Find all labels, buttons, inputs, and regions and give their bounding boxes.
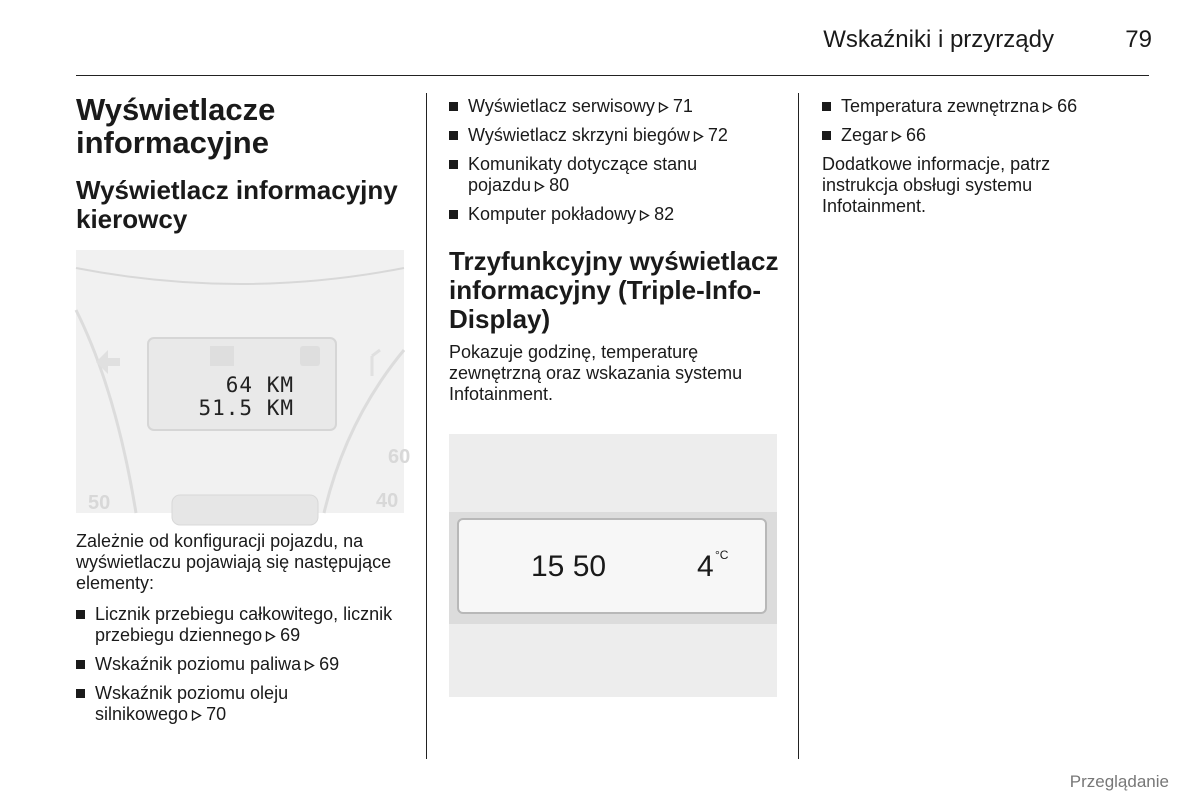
list-item [76,604,416,646]
main-heading: Wyświetlacze informacyjne [76,92,276,160]
column-1 [76,93,416,234]
page-ref: 82 [654,204,675,224]
column-divider-1 [426,93,427,759]
list-item-text: Temperatura zewnętrzna [841,96,1040,116]
page-ref: 69 [280,625,301,645]
bullet-icon [449,210,458,219]
section-title: Wskaźniki i przyrządy [823,26,1054,53]
header-divider [76,75,1149,76]
list-item-text: Wskaźnik poziomu oleju silnikowego [95,683,289,724]
list-item-text: Zegar [841,125,889,145]
bullet-icon [822,102,831,111]
subheading-driver-display: Wyświetlacz informacyjny kierowcy [76,175,398,234]
page-ref: 71 [672,96,693,116]
list-item-text: Wskaźnik poziomu paliwa [95,654,302,674]
driver-display-elements-list-continued [449,96,784,225]
gauge-label-left: 50 [88,492,111,514]
additional-info-text: Dodatkowe informacje, patrz instrukcja obsługi systemu Infotainment. [822,154,1051,216]
bullet-icon [76,689,85,698]
intro-text: Zależnie od konfiguracji pojazdu, na wyświetlaczu pojawiają się następujące elementy: [76,531,392,593]
page-ref-icon [658,102,669,113]
display-screen [457,518,767,614]
driver-display-figure [76,250,411,514]
page-ref-icon [265,631,276,642]
clock-readout: 15 50 [531,550,607,583]
display-line-1: 64 KM [225,373,294,397]
bullet-icon [449,160,458,169]
column-3 [822,96,1142,217]
gauge-label-right: 40 [376,490,399,512]
page-ref-icon [304,660,315,671]
bullet-icon [76,660,85,669]
display-line-2: 51.5 KM [198,396,294,420]
page-ref-icon [693,131,704,142]
list-item [822,125,1142,146]
bullet-icon [822,131,831,140]
list-item-text: Wyświetlacz skrzyni biegów [468,125,690,145]
list-item [76,683,335,725]
list-item-text: Wyświetlacz serwisowy [468,96,655,116]
page-ref: 80 [549,175,570,195]
page-ref-icon [639,210,650,221]
bullet-icon [449,131,458,140]
driver-display-elements-list [76,604,416,725]
trip-display-readout [184,374,294,420]
list-item [449,125,784,146]
temperature-readout: 4 [697,550,714,583]
column-2 [449,96,784,405]
page-ref-icon [534,181,545,192]
bullet-icon [76,610,85,619]
list-item-text: Licznik przebiegu całkowitego, licznik przebiegu dziennego [95,604,393,645]
page-ref: 66 [906,125,927,145]
bullet-icon [449,102,458,111]
page-ref-icon [891,131,902,142]
list-item-text: Komunikaty dotyczące stanu pojazdu [468,154,698,195]
gauge-label-right-top: 60 [388,446,411,468]
list-item [449,154,728,196]
page-ref-icon [191,710,202,721]
list-item [449,204,784,225]
footer-link[interactable]: Przeglądanie [1069,772,1169,791]
page-number: 79 [1125,26,1152,53]
list-item-text: Komputer pokładowy [468,204,637,224]
triple-info-elements-list [822,96,1142,146]
triple-info-display-figure [449,434,777,697]
list-item [822,96,1142,117]
page-ref: 66 [1057,96,1078,116]
list-item [76,654,416,675]
temperature-unit: °C [715,548,729,562]
subheading-triple-info-display: Trzyfunkcyjny wyświetlacz informacyjny (Triple-Info-Display) [449,246,779,334]
page-ref: 70 [206,704,227,724]
column-divider-2 [798,93,799,759]
triple-info-description: Pokazuje godzinę, temperaturę zewnętrzną oraz wskazania systemu Infotainment. [449,342,743,404]
page-ref: 72 [707,125,728,145]
page-ref-icon [1042,102,1053,113]
page-ref: 69 [319,654,340,674]
list-item [449,96,784,117]
column-1-lower [76,531,416,733]
